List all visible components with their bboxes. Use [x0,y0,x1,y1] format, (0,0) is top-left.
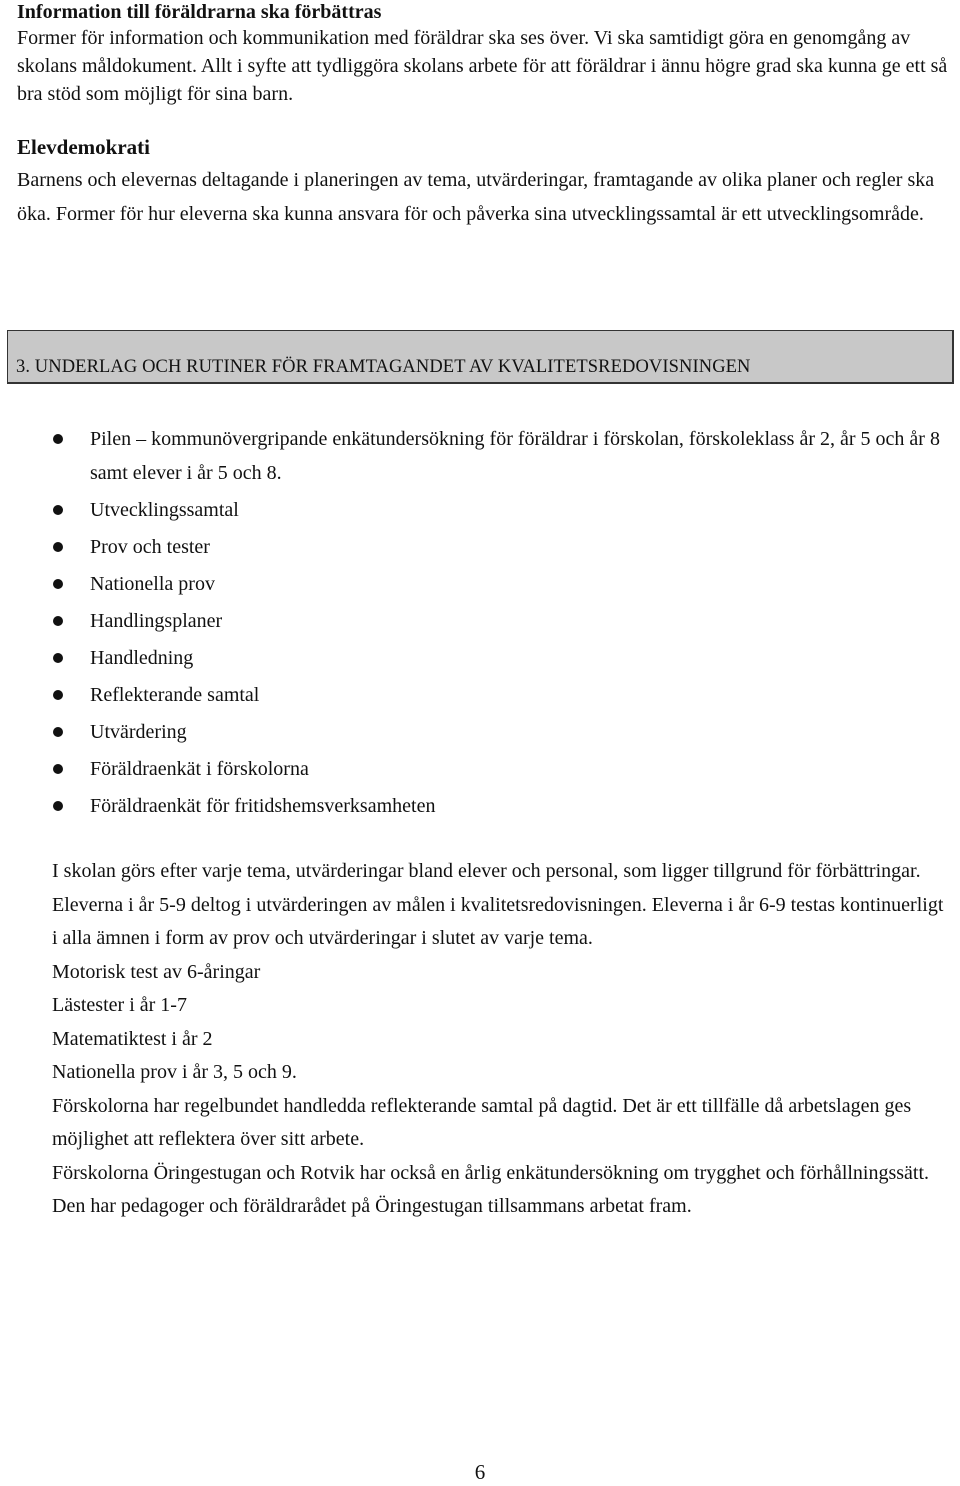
list-item [53,604,943,638]
paragraph-motor-test: Motorisk test av 6-åringar [52,960,261,983]
bullet-icon [53,505,63,515]
paragraph-national-tests: Nationella prov i år 3, 5 och 9. [52,1061,297,1083]
list-item-text: Reflekterande samtal [90,684,260,706]
list-item [53,493,943,527]
list-item-text: Nationella prov [90,573,215,595]
list-item-text: Föräldraenkät för fritidshemsverksamheten [90,795,436,817]
list-item [53,567,943,601]
section-body-elevdemokrati: Barnens och elevernas deltagande i planeringen av tema, utvärderingar, framtagande av olika planer och regler ska öka. Former för hur eleverna ska kunna ansvara för och påverka sina utvecklingssamtal är ett utvecklingsområde. [17,169,935,225]
section-title-information: Information till föräldrarna ska förbättras [17,1,382,23]
list-item [53,789,943,823]
paragraph-math-test: Matematiktest i år 2 [52,1027,213,1050]
list-item-text: Handledning [90,647,194,669]
paragraph-reading-tests: Lästester i år 1-7 [52,994,187,1016]
list-item [53,678,943,712]
list-item-text: Utvärdering [90,721,187,743]
list-item-text: Föräldraenkät i förskolorna [90,758,309,780]
paragraph-evaluations: I skolan görs efter varje tema, utvärderingar bland elever och personal, som ligger tillgrund för förbättringar. Eleverna i år 5-9 deltog i utvärderingen av målen i kvalitetsredovisningen. Eleverna i år 6-9 testas kontinuerligt i alla ämnen i form av prov och utvärderingar i slutet av varje tema. [52,860,944,949]
list-item-text: Utvecklingssamtal [90,499,239,521]
section-body-information: Former för information och kommunikation med föräldrar ska ses över. Vi ska samtidigt göra en genomgång av skolans måldokument. Allt i syfte att tydliggöra skolans arbete för att föräldrar i ännu högre grad ska kunna ge ett så bra stöd som möjligt för sina barn. [17,27,948,105]
bullet-list [53,422,943,826]
paragraph-preschool-survey: Förskolorna Öringestugan och Rotvik har också en årlig enkätundersökning om trygghet och förhållningssätt. Den har pedagoger och föräldrarådet på Öringestugan tillsammans arbetat fram. [52,1161,930,1217]
list-item [53,752,943,786]
bullet-icon [53,801,63,811]
list-item [53,715,943,749]
section-heading: 3. UNDERLAG OCH RUTINER FÖR FRAMTAGANDET AV KVALITETSREDOVISNINGEN [16,357,751,377]
bullet-icon [53,579,63,589]
bullet-icon [53,764,63,774]
paragraph-block [52,855,947,1224]
list-item [53,530,943,564]
bullet-icon [53,727,63,737]
bullet-icon [53,690,63,700]
list-item-text: Prov och tester [90,536,210,558]
list-item-text: Pilen – kommunövergripande enkätundersökning för föräldrar i förskolan, förskoleklass år 2, år 5 och år 8 samt elever i år 5 och 8. [90,428,940,484]
bullet-icon [53,653,63,663]
list-item [53,422,943,490]
paragraph-preschool-reflection: Förskolorna har regelbundet handledda reflekterande samtal på dagtid. Det är ett tillfälle då arbetslagen ges möjlighet att reflektera över sitt arbete. [52,1094,912,1150]
page-number: 6 [474,1460,486,1484]
bullet-icon [53,434,63,444]
bullet-icon [53,616,63,626]
list-item-text: Handlingsplaner [90,610,223,632]
bullet-icon [53,542,63,552]
list-item [53,641,943,675]
section-title-elevdemokrati: Elevdemokrati [17,135,150,159]
